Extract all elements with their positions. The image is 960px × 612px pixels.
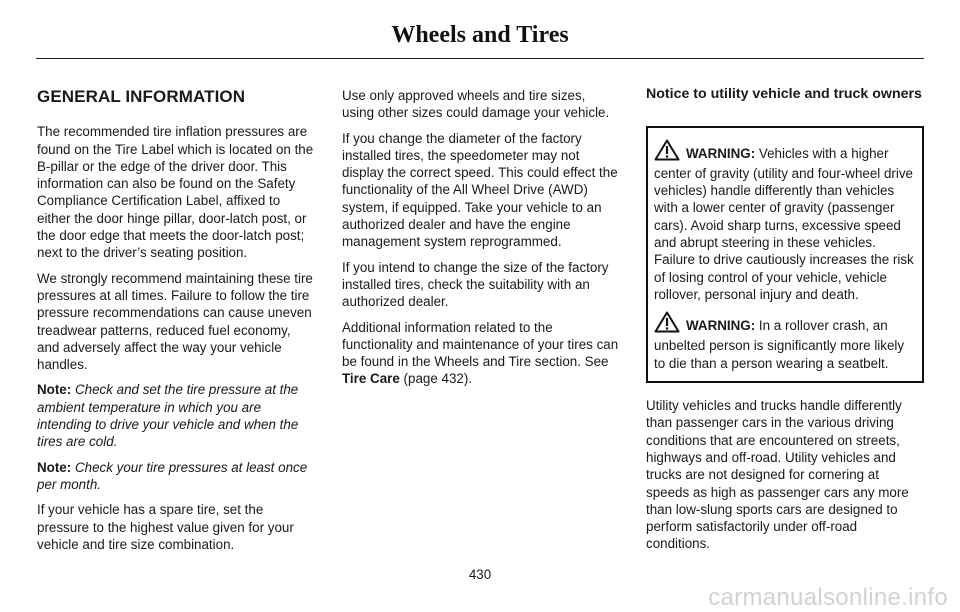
note-ambient-temperature bbox=[37, 381, 315, 450]
note-text: Check and set the tire pressure at the ambient temperature in which you are intending to drive your vehicle and when the tires are cold. bbox=[37, 382, 299, 450]
tire-care-link[interactable]: Tire Care bbox=[342, 371, 400, 387]
warning-label: WARNING: bbox=[686, 318, 756, 334]
warning-triangle-icon bbox=[654, 311, 680, 337]
paragraph-approved-sizes: Use only approved wheels and tire sizes, using other sizes could damage your vehicle. bbox=[342, 88, 610, 121]
warning-center-of-gravity bbox=[654, 139, 916, 304]
paragraph-text: Additional information related to the functionality and maintenance of your tires can be found in the Wheels and Tire section. See bbox=[342, 319, 619, 370]
note-label: Note: bbox=[37, 459, 72, 475]
paragraph-spare-tire: If your vehicle has a spare tire, set the pressure to the highest value given for your vehicle and tire size combination. bbox=[37, 502, 294, 552]
page-number: 430 bbox=[468, 567, 492, 582]
warning-box bbox=[646, 126, 924, 384]
note-text: Check your tire pressures at least once per month. bbox=[37, 459, 308, 492]
watermark: carmanualsonline.info bbox=[708, 584, 948, 611]
note-monthly-check bbox=[37, 459, 315, 494]
section-heading: Notice to utility vehicle and truck owners bbox=[646, 86, 922, 102]
paragraph-maintain-pressure: We strongly recommend maintaining these tire pressures at all times. Failure to follow the tire pressure recommendations can cause uneven treadwear patterns, reduced fuel economy, and adversely affect the way your vehicle handles. bbox=[37, 270, 313, 373]
warning-label: WARNING: bbox=[686, 145, 756, 161]
page-title: Wheels and Tires bbox=[391, 22, 569, 48]
column-general-information bbox=[37, 86, 315, 561]
warning-text: Vehicles with a higher center of gravity (utility and four-wheel drive vehicles) handle differently than vehicles with a lower center of gravity (passenger cars). Avoid sharp turns, excessive speed and abrupt steering in these vehicles. Failure to drive cautiously increases the risk of losing control of your vehicle, vehicle rollover, personal injury and death. bbox=[654, 145, 914, 302]
paragraph-utility-handling: Utility vehicles and trucks handle differently than passenger cars in the various driving conditions that are encountered on streets, highways and off-road. Utility vehicles and trucks are not designed for cornering at speeds as high as passenger cars any more than low-slung sports cars are designed to perform satisfactorily under off-road conditions. bbox=[646, 398, 909, 552]
warning-rollover bbox=[654, 311, 916, 372]
paragraph-additional-info bbox=[342, 319, 620, 388]
section-heading: GENERAL INFORMATION bbox=[37, 87, 246, 106]
paragraph-size-change: If you intend to change the size of the factory installed tires, check the suitability with an authorized dealer. bbox=[342, 259, 609, 310]
warning-triangle-icon bbox=[654, 139, 680, 165]
page-reference: (page 432). bbox=[403, 371, 473, 387]
paragraph-tire-label: The recommended tire inflation pressures are found on the Tire Label which is located on the B-pillar or the edge of the driver door. This information can also be found on the Safety Compliance Certification Label, affixed to either the door hinge pillar, door-latch post, or the door edge that meets the door-latch post; next to the driver’s seating position. bbox=[37, 124, 314, 261]
column-utility-vehicle-notice bbox=[646, 86, 924, 561]
paragraph-diameter-change: If you change the diameter of the factory installed tires, the speedometer may not display the correct speed. This could effect the functionality of the All Wheel Drive (AWD) system, if equipped. Take your vehicle to an authorized dealer and have the engine management system reprogrammed. bbox=[342, 130, 618, 250]
warning-text: In a rollover crash, an unbelted person is significantly more likely to die than a person wearing a seatbelt. bbox=[654, 318, 905, 371]
column-wheel-sizes bbox=[342, 87, 620, 396]
note-label: Note: bbox=[37, 382, 72, 398]
header-divider bbox=[36, 58, 924, 59]
